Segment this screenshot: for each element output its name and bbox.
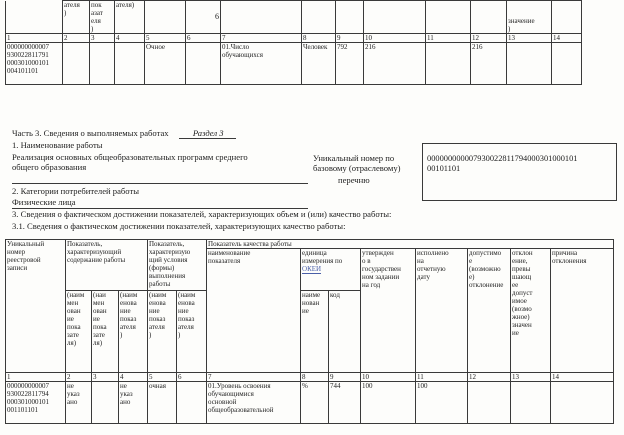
cell bbox=[551, 382, 614, 424]
cell: 12 bbox=[471, 34, 507, 43]
cell: 100 bbox=[416, 382, 468, 424]
top-table-fragment-row bbox=[6, 1, 582, 34]
part3-title-text: Часть 3. Сведения о выполняемых работах bbox=[12, 128, 169, 138]
cell: 100 bbox=[361, 382, 416, 424]
cell: 3 bbox=[90, 34, 115, 43]
unique-number-value-2: 00101101 bbox=[427, 164, 461, 173]
top-table bbox=[5, 0, 582, 85]
section-label: Раздел 3 bbox=[179, 128, 236, 139]
unique-number-box bbox=[422, 143, 617, 201]
cell bbox=[507, 43, 552, 85]
section-3-1-heading: 3.1. Сведения о фактическом достижении показателей, характеризующих качество работы: bbox=[12, 221, 346, 231]
cell bbox=[302, 1, 336, 34]
cell: 8 bbox=[301, 373, 329, 382]
quality-table-data-row bbox=[6, 382, 614, 424]
header-exceeding-deviation: отклон ение, превы шающ ее допуст имое (возмо жное) значен ие bbox=[511, 249, 551, 373]
header-conditions-indicator: Показатель, характеризую щий условия (формы) выполнения работы bbox=[148, 240, 207, 291]
unique-number-value-1: 000000000007930022811794000301000101 bbox=[427, 154, 578, 163]
cell: не указ ано bbox=[119, 382, 148, 424]
work-name-underline bbox=[12, 183, 308, 184]
subheader-unit-code: код bbox=[329, 291, 361, 373]
cell bbox=[115, 43, 145, 85]
header-executed: исполнено на отчетную дату bbox=[416, 249, 468, 373]
cell: 216 bbox=[471, 43, 507, 85]
consumers-heading: 2. Категории потребителей работы bbox=[12, 186, 139, 196]
cell: 744 bbox=[329, 382, 361, 424]
cell: 10 bbox=[364, 34, 426, 43]
cell: 5 bbox=[145, 34, 186, 43]
quality-table-number-row bbox=[6, 373, 614, 382]
cell: 6 bbox=[177, 373, 207, 382]
cell: 6 bbox=[186, 1, 221, 34]
header-allowed-deviation: допустимо е (возможно е) отклонение bbox=[468, 249, 511, 373]
cell bbox=[63, 43, 90, 85]
cell bbox=[92, 382, 119, 424]
subheader-a: (наим мен ован ие пока зате ля) bbox=[66, 291, 92, 373]
cell: 6 bbox=[186, 34, 221, 43]
header-okei-link[interactable]: ОКЕИ bbox=[302, 265, 322, 273]
subheader-d: (наим енова ние показ ателя ) bbox=[148, 291, 177, 373]
cell: 216 bbox=[364, 43, 426, 85]
cell: 9 bbox=[336, 34, 364, 43]
cell: 14 bbox=[551, 373, 614, 382]
cell bbox=[364, 1, 426, 34]
cell bbox=[471, 1, 507, 34]
consumers-value: Физические лица bbox=[12, 197, 76, 207]
cell: 10 bbox=[361, 373, 416, 382]
quality-table bbox=[5, 239, 614, 424]
cell: 11 bbox=[416, 373, 468, 382]
cell bbox=[6, 1, 63, 34]
cell bbox=[145, 1, 186, 34]
cell bbox=[552, 43, 582, 85]
work-name-heading: 1. Наименование работы bbox=[12, 140, 103, 150]
cell: 7 bbox=[207, 373, 301, 382]
cell: 1 bbox=[6, 373, 66, 382]
cell: ателя) bbox=[115, 1, 145, 34]
cell bbox=[552, 1, 582, 34]
cell bbox=[468, 382, 511, 424]
header-approved: утвержден о в государствен ном задании на год bbox=[361, 249, 416, 373]
cell: 1 bbox=[6, 34, 63, 43]
cell: значение ) bbox=[507, 1, 552, 34]
cell: 792 bbox=[336, 43, 364, 85]
cell: 4 bbox=[119, 373, 148, 382]
subheader-c: (наим енова ние показ ателя ) bbox=[119, 291, 148, 373]
cell: очная bbox=[148, 382, 177, 424]
section-3-heading: 3. Сведения о фактическом достижении показателей, характеризующих объем и (или) качество работы: bbox=[12, 209, 392, 219]
part3-title bbox=[12, 128, 236, 138]
cell: 01.Уровень освоения обучающимися основной общеобразовательной bbox=[207, 382, 301, 424]
header-quality-indicator: Показатель качества работы bbox=[207, 240, 614, 249]
cell: 01.Число обучающихся bbox=[221, 43, 302, 85]
cell bbox=[426, 1, 471, 34]
cell: 2 bbox=[63, 34, 90, 43]
cell: 13 bbox=[511, 373, 551, 382]
subheader-b: (наи мен ован ие пока зате ля) bbox=[92, 291, 119, 373]
cell: 13 bbox=[507, 34, 552, 43]
cell: 000000000007 930022811794 000301000101 001101101 bbox=[6, 382, 66, 424]
cell bbox=[90, 43, 115, 85]
top-table-number-row bbox=[6, 34, 582, 43]
work-name-line-2: общего образования bbox=[12, 162, 87, 172]
cell: % bbox=[301, 382, 329, 424]
cell bbox=[221, 1, 302, 34]
cell: 12 bbox=[468, 373, 511, 382]
cell: 5 bbox=[148, 373, 177, 382]
cell: 14 bbox=[552, 34, 582, 43]
cell bbox=[511, 382, 551, 424]
header-unit-label: единица измерения по bbox=[302, 249, 343, 265]
cell: Очное bbox=[145, 43, 186, 85]
cell bbox=[186, 43, 221, 85]
subheader-unit-name: наиме нован ие bbox=[301, 291, 329, 373]
work-name-line-1: Реализация основных общеобразовательных программ среднего bbox=[12, 152, 248, 162]
cell: ателя ) bbox=[63, 1, 90, 34]
header-unit bbox=[301, 249, 361, 291]
cell: 000000000007 930022811791 000301000101 004101101 bbox=[6, 43, 63, 85]
header-deviation-reason: причина отклонения bbox=[551, 249, 614, 373]
header-unique-number: Уникальный номер реестровой записи bbox=[6, 240, 66, 373]
cell: Человек bbox=[302, 43, 336, 85]
cell: пок азат еля ) bbox=[90, 1, 115, 34]
cell: 11 bbox=[426, 34, 471, 43]
subheader-e: (наим енова ние показ ателя ) bbox=[177, 291, 207, 373]
unique-number-label-3: перечню bbox=[338, 175, 370, 185]
cell: 2 bbox=[66, 373, 92, 382]
cell: 7 bbox=[221, 34, 302, 43]
cell: 8 bbox=[302, 34, 336, 43]
top-table-data-row bbox=[6, 43, 582, 85]
cell bbox=[336, 1, 364, 34]
cell: 3 bbox=[92, 373, 119, 382]
cell: 9 bbox=[329, 373, 361, 382]
unique-number-label-2: базовому (отраслевому) bbox=[313, 163, 401, 173]
cell: не указ ано bbox=[66, 382, 92, 424]
unique-number-label-1: Уникальный номер по bbox=[313, 153, 395, 163]
cell bbox=[177, 382, 207, 424]
header-content-indicator: Показатель, характеризующий содержание работы bbox=[66, 240, 148, 291]
header-indicator-name: наименование показателя bbox=[207, 249, 301, 373]
cell bbox=[426, 43, 471, 85]
cell: 4 bbox=[115, 34, 145, 43]
